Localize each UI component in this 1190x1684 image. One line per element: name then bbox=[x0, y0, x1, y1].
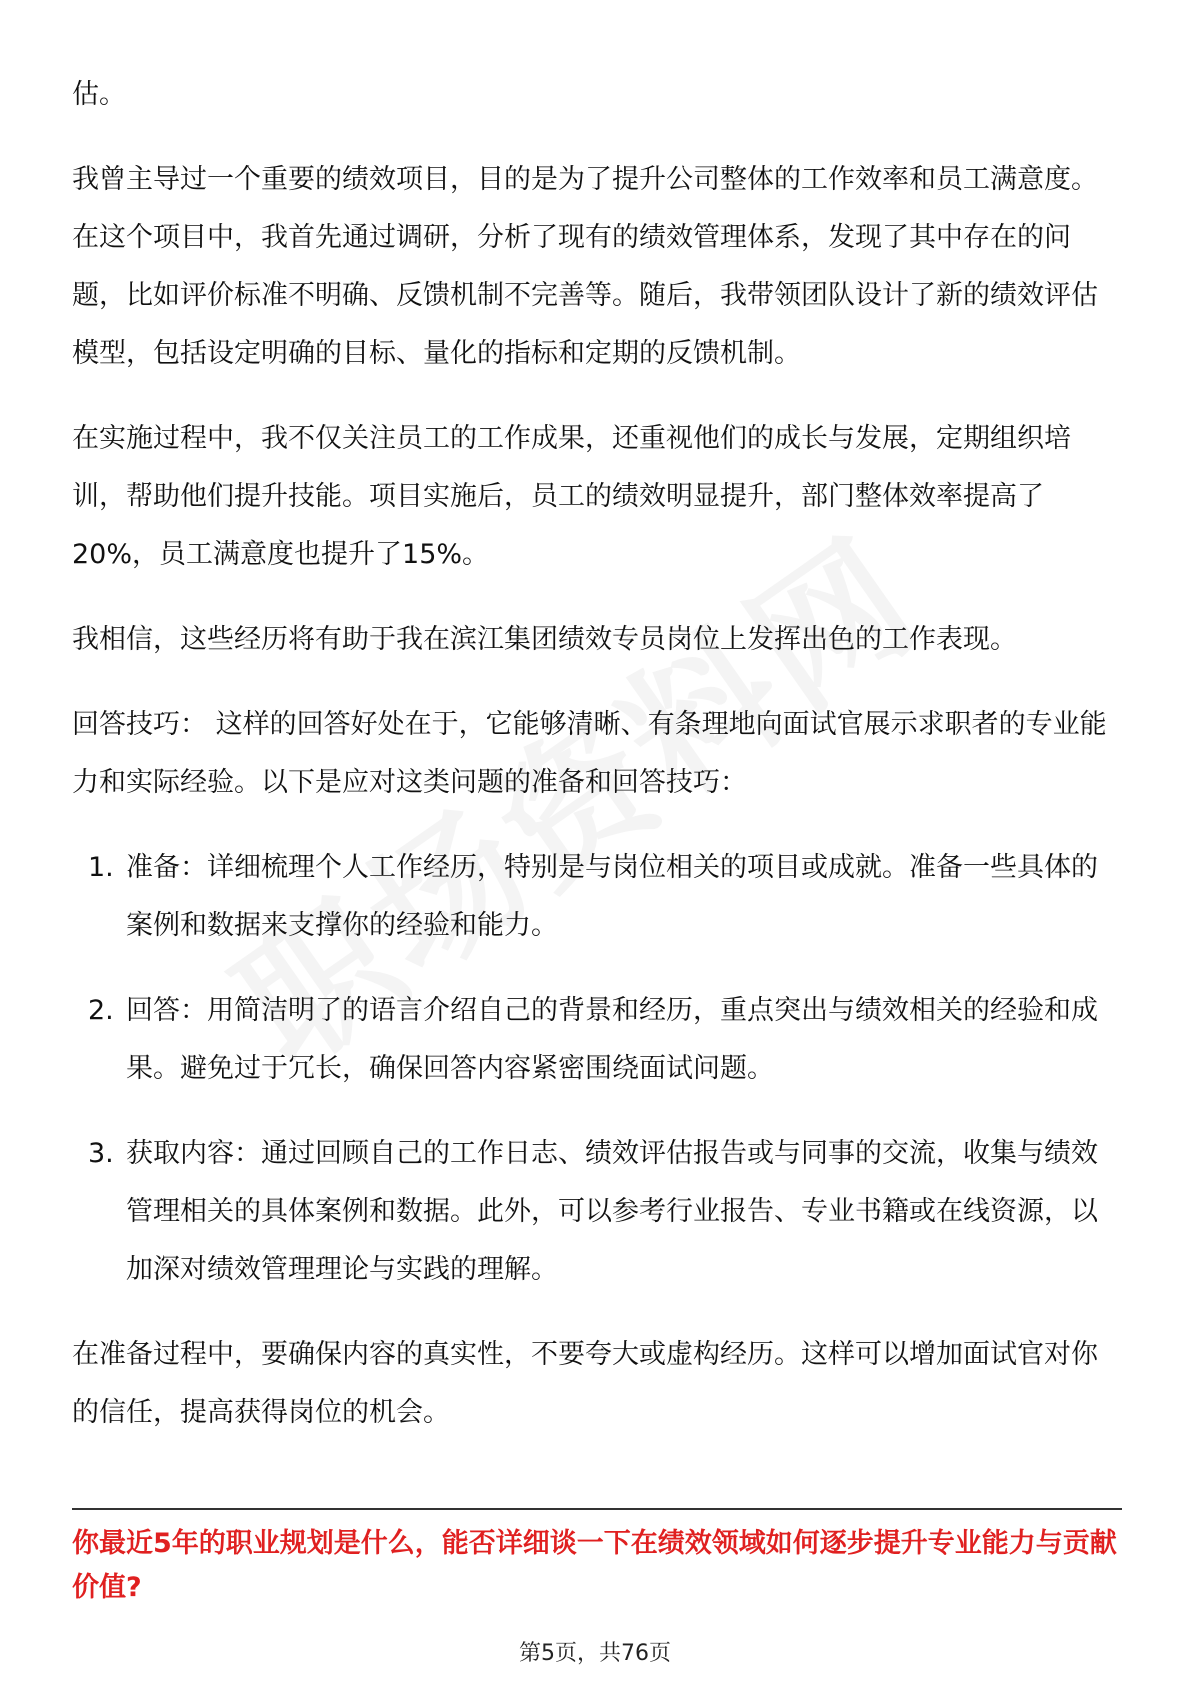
tips-list bbox=[72, 839, 1122, 1299]
paragraph-answer-tips: 回答技巧： 这样的回答好处在于，它能够清晰、有条理地向面试官展示求职者的专业能力和实际经验。以下是应对这类问题的准备和回答技巧： bbox=[72, 709, 1107, 798]
list-item-text: 准备：详细梳理个人工作经历，特别是与岗位相关的项目或成就。准备一些具体的案例和数据来支撑你的经验和能力。 bbox=[126, 852, 1098, 941]
list-item bbox=[72, 1125, 1122, 1299]
paragraph-implementation: 在实施过程中，我不仅关注员工的工作成果，还重视他们的成长与发展，定期组织培训，帮助他们提升技能。项目实施后，员工的绩效明显提升，部门整体效率提高了20%，员工满意度也提升了15%。 bbox=[72, 423, 1071, 570]
document-body bbox=[72, 66, 1122, 1442]
page-number: 第5页，共76页 bbox=[519, 1641, 671, 1666]
paragraph-closing: 在准备过程中，要确保内容的真实性，不要夸大或虚构经历。这样可以增加面试官对你的信任，提高获得岗位的机会。 bbox=[72, 1339, 1098, 1428]
list-item-text: 回答：用简洁明了的语言介绍自己的背景和经历，重点突出与绩效相关的经验和成果。避免过于冗长，确保回答内容紧密围绕面试问题。 bbox=[126, 995, 1098, 1084]
list-item bbox=[72, 839, 1122, 955]
next-question-heading: 你最近5年的职业规划是什么，能否详细谈一下在绩效领域如何逐步提升专业能力与贡献价值? bbox=[72, 1528, 1117, 1603]
paragraph-continued: 估。 bbox=[72, 79, 126, 110]
list-number: 2. bbox=[88, 995, 114, 1026]
list-number: 3. bbox=[88, 1138, 114, 1169]
paragraph-project: 我曾主导过一个重要的绩效项目，目的是为了提升公司整体的工作效率和员工满意度。在这个项目中，我首先通过调研，分析了现有的绩效管理体系，发现了其中存在的问题，比如评价标准不明确、反馈机制不完善等。随后，我带领团队设计了新的绩效评估模型，包括设定明确的目标、量化的指标和定期的反馈机制。 bbox=[72, 164, 1098, 369]
list-number: 1. bbox=[88, 852, 114, 883]
paragraph-belief: 我相信，这些经历将有助于我在滨江集团绩效专员岗位上发挥出色的工作表现。 bbox=[72, 624, 1017, 655]
section-divider bbox=[72, 1508, 1122, 1510]
list-item bbox=[72, 982, 1122, 1098]
list-item-text: 获取内容：通过回顾自己的工作日志、绩效评估报告或与同事的交流，收集与绩效管理相关的具体案例和数据。此外，可以参考行业报告、专业书籍或在线资源，以加深对绩效管理理论与实践的理解。 bbox=[126, 1138, 1098, 1285]
